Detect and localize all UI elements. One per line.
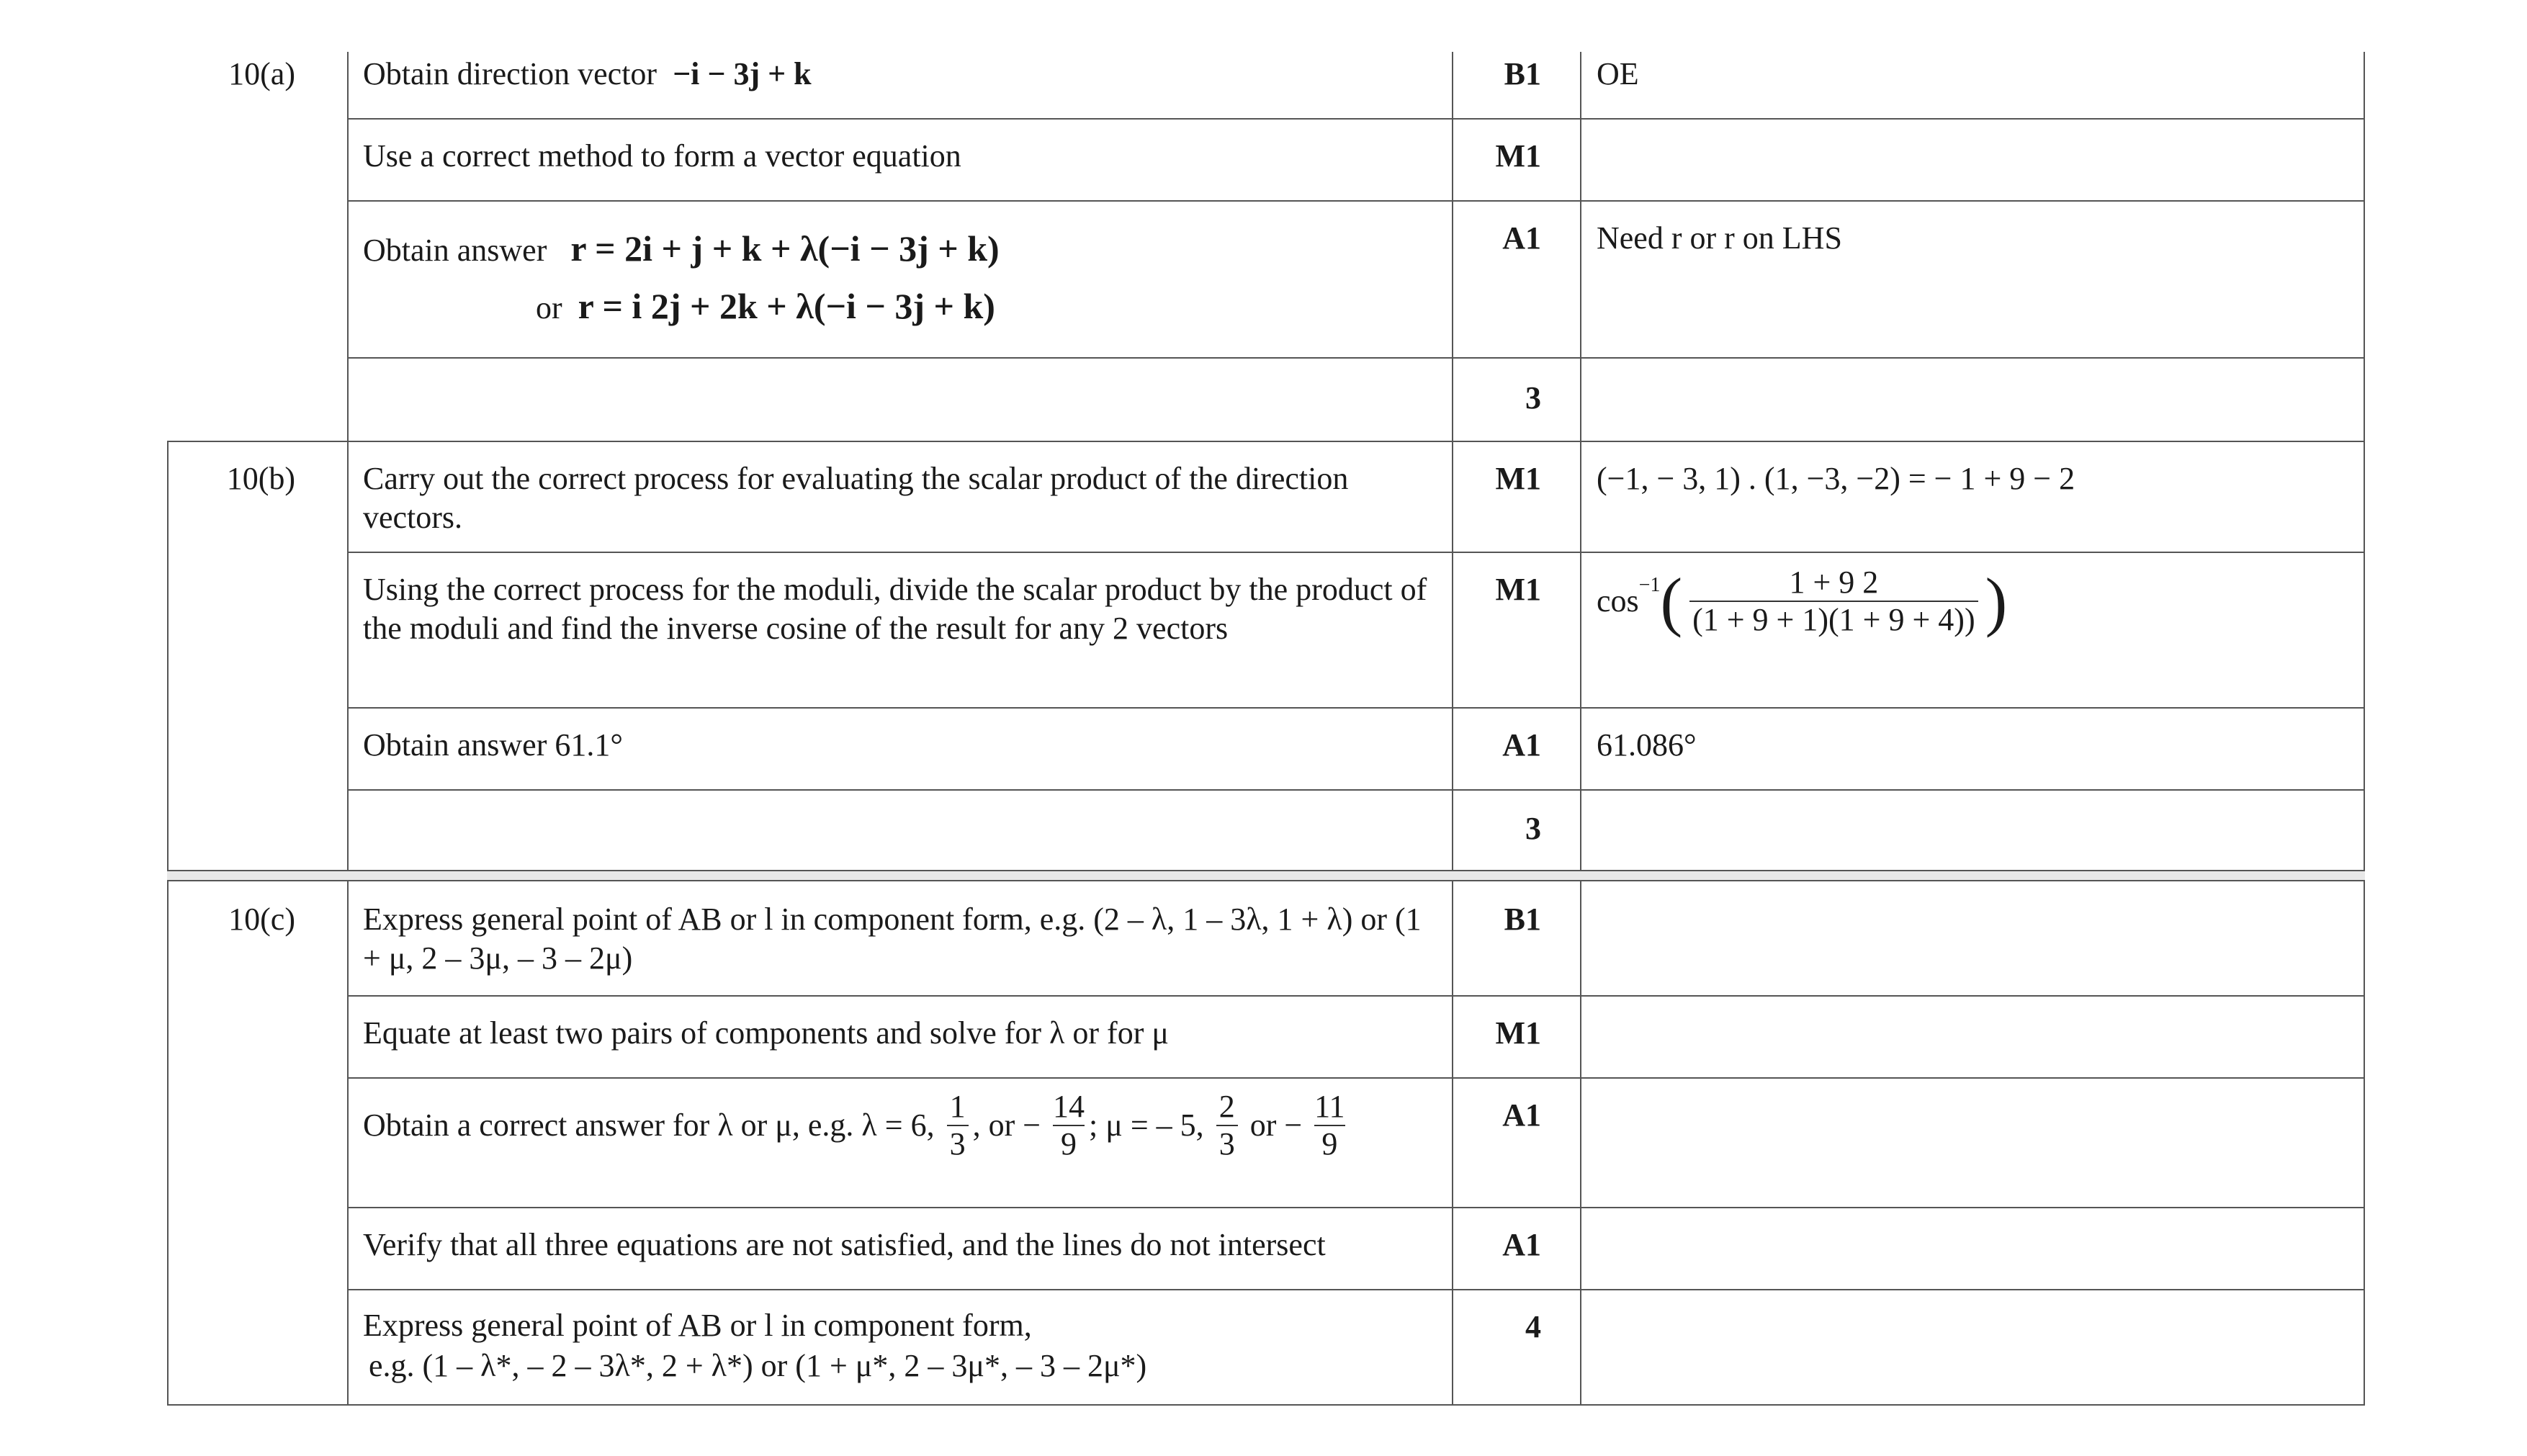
answer-text: Obtain a correct answer for λ or μ, e.g. λ = 6, $\frac{1}{3}$ , or − $\frac{14}{9}$ ; μ = – 5, $\frac{2}{3}$ or − $\frac{11}{9}$	[363, 1089, 1345, 1161]
answer-text: Use a correct method to form a vector equation	[363, 138, 961, 174]
answer-text: Express general point of AB or l in component form,	[363, 1308, 1032, 1343]
answer-text: Using the correct process for the moduli, divide the scalar product by the product of the moduli and find the inverse cosine of the result for any 2 vectors	[363, 572, 1427, 646]
guidance: Need r or r on LHS	[1597, 220, 1842, 256]
answer-text: Obtain answer 61.1°	[363, 727, 623, 763]
question-number: 10(b)	[226, 461, 295, 496]
mark: A1	[1502, 727, 1541, 763]
answer-text: or r = i 2j + 2k + λ(−i − 3j + k)	[536, 286, 995, 326]
total-marks: 4	[1525, 1309, 1541, 1344]
answer-text: Express general point of AB or l in component form, e.g. (2 – λ, 1 – 3λ, 1 + λ) or (1 + μ, 2 – 3μ, – 3 – 2μ)	[363, 902, 1422, 976]
mark: B1	[1504, 56, 1541, 91]
guidance: 61.086°	[1597, 727, 1697, 763]
answer-text: Equate at least two pairs of components and solve for λ or for μ	[363, 1015, 1169, 1051]
guidance: (−1, − 3, 1) . (1, −3, −2) = − 1 + 9 − 2	[1597, 461, 2075, 496]
mark: M1	[1495, 138, 1541, 174]
section-gap	[167, 870, 2365, 881]
guidance-formula: $\cos^{-1}$( $\frac{1 + 9 2}{(1 + 9 + 1)(1 + 9 + 4))}$ )	[1597, 565, 2008, 638]
mark: M1	[1495, 461, 1541, 496]
mark: A1	[1502, 220, 1541, 256]
answer-text: Obtain answer r = 2i + j + k + λ(−i − 3j + k)	[363, 228, 1000, 269]
mark: M1	[1495, 572, 1541, 607]
column-divider	[1580, 52, 1581, 1406]
mark: M1	[1495, 1015, 1541, 1051]
total-marks: 3	[1525, 380, 1541, 415]
question-number: 10(a)	[228, 56, 295, 91]
mark: A1	[1502, 1097, 1541, 1133]
answer-text: Verify that all three equations are not satisfied, and the lines do not intersect	[363, 1227, 1326, 1262]
column-divider	[347, 52, 349, 1406]
guidance: OE	[1597, 56, 1639, 91]
question-number: 10(c)	[228, 902, 295, 937]
answer-text: Carry out the correct process for evaluating the scalar product of the direction vectors.	[363, 461, 1349, 535]
table-border-right	[2364, 52, 2365, 1406]
mark: A1	[1502, 1227, 1541, 1262]
answer-text: e.g. (1 – λ*, – 2 – 3λ*, 2 + λ*) or (1 + μ*, 2 – 3μ*, – 3 – 2μ*)	[369, 1348, 1147, 1383]
mark-scheme-table	[167, 52, 2365, 1406]
total-marks: 3	[1525, 811, 1541, 846]
mark: B1	[1504, 902, 1541, 937]
answer-text: Obtain direction vector −i − 3j + k	[363, 56, 812, 91]
